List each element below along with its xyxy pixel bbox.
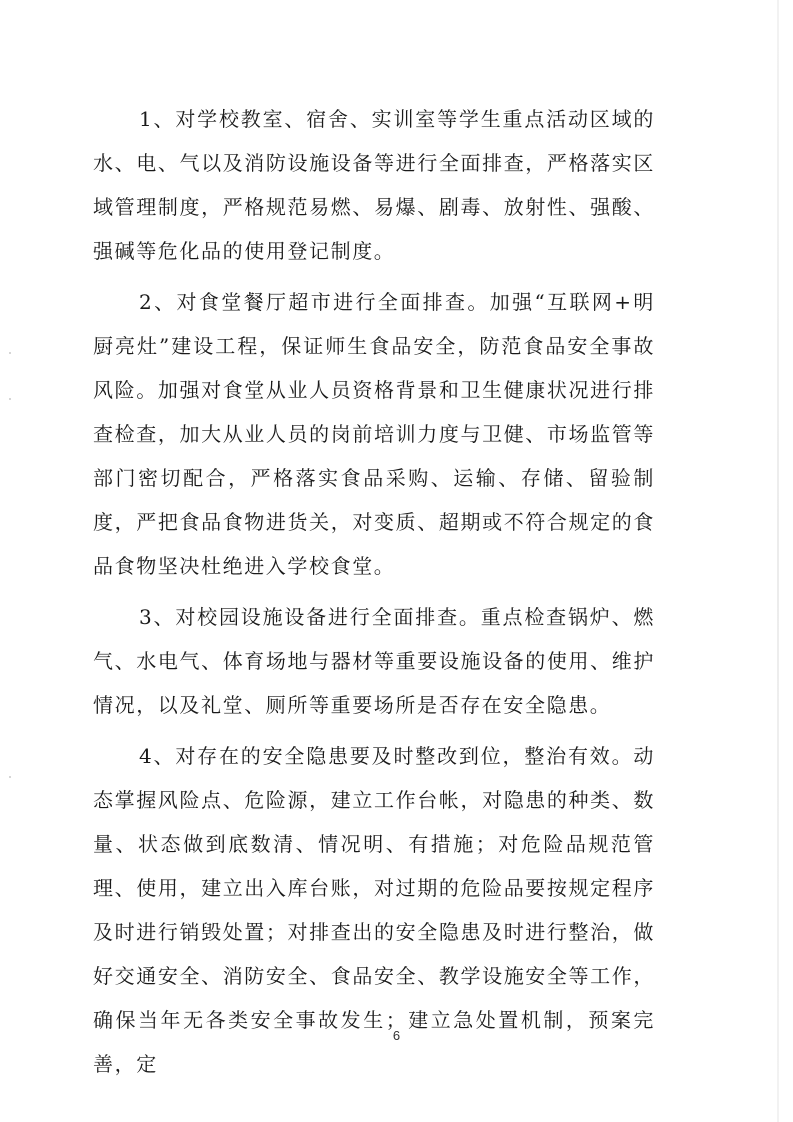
paragraph-1: 1、对学校教室、宿舍、实训室等学生重点活动区域的水、电、气以及消防设施设备等进行全面排查，严格落实区域管理制度，严格规范易燃、易爆、剧毒、放射性、强酸、强碱等危化品的使用登记制度。 — [93, 107, 655, 263]
scan-speck — [9, 398, 11, 400]
page-number: 6 — [392, 1028, 401, 1043]
document-body — [93, 97, 655, 1093]
scan-speck — [9, 352, 11, 354]
paragraph-4: 4、对存在的安全隐患要及时整改到位，整治有效。动态掌握风险点、危险源，建立工作台帐，对隐患的种类、数量、状态做到底数清、情况明、有措施；对危险品规范管理、使用，建立出入库台账，对过期的危险品要按规定程序及时进行销毁处置；对排查出的安全隐患及时进行整治，做好交通安全、消防安全、食品安全、教学设施安全等工作，确保当年无各类安全事故发生；建立急处置机制，预案完善，定 — [93, 744, 655, 1076]
paragraph-3: 3、对校园设施设备进行全面排查。重点检查锅炉、燃气、水电气、体育场地与器材等重要设施设备的使用、维护情况，以及礼堂、厕所等重要场所是否存在安全隐患。 — [93, 605, 655, 717]
paragraph-2: 2、对食堂餐厅超市进行全面排查。加强“互联网+明厨亮灶”建设工程，保证师生食品安全，防范食品安全事故风险。加强对食堂从业人员资格背景和卫生健康状况进行排查检查，加大从业人员的岗前培训力度与卫健、市场监管等部门密切配合，严格落实食品采购、运输、存储、留验制度，严把食品食物进货关，对变质、超期或不符合规定的食品食物坚决杜绝进入学校食堂。 — [93, 290, 655, 578]
scan-speck — [9, 776, 11, 778]
scan-edge-line — [777, 0, 779, 1122]
